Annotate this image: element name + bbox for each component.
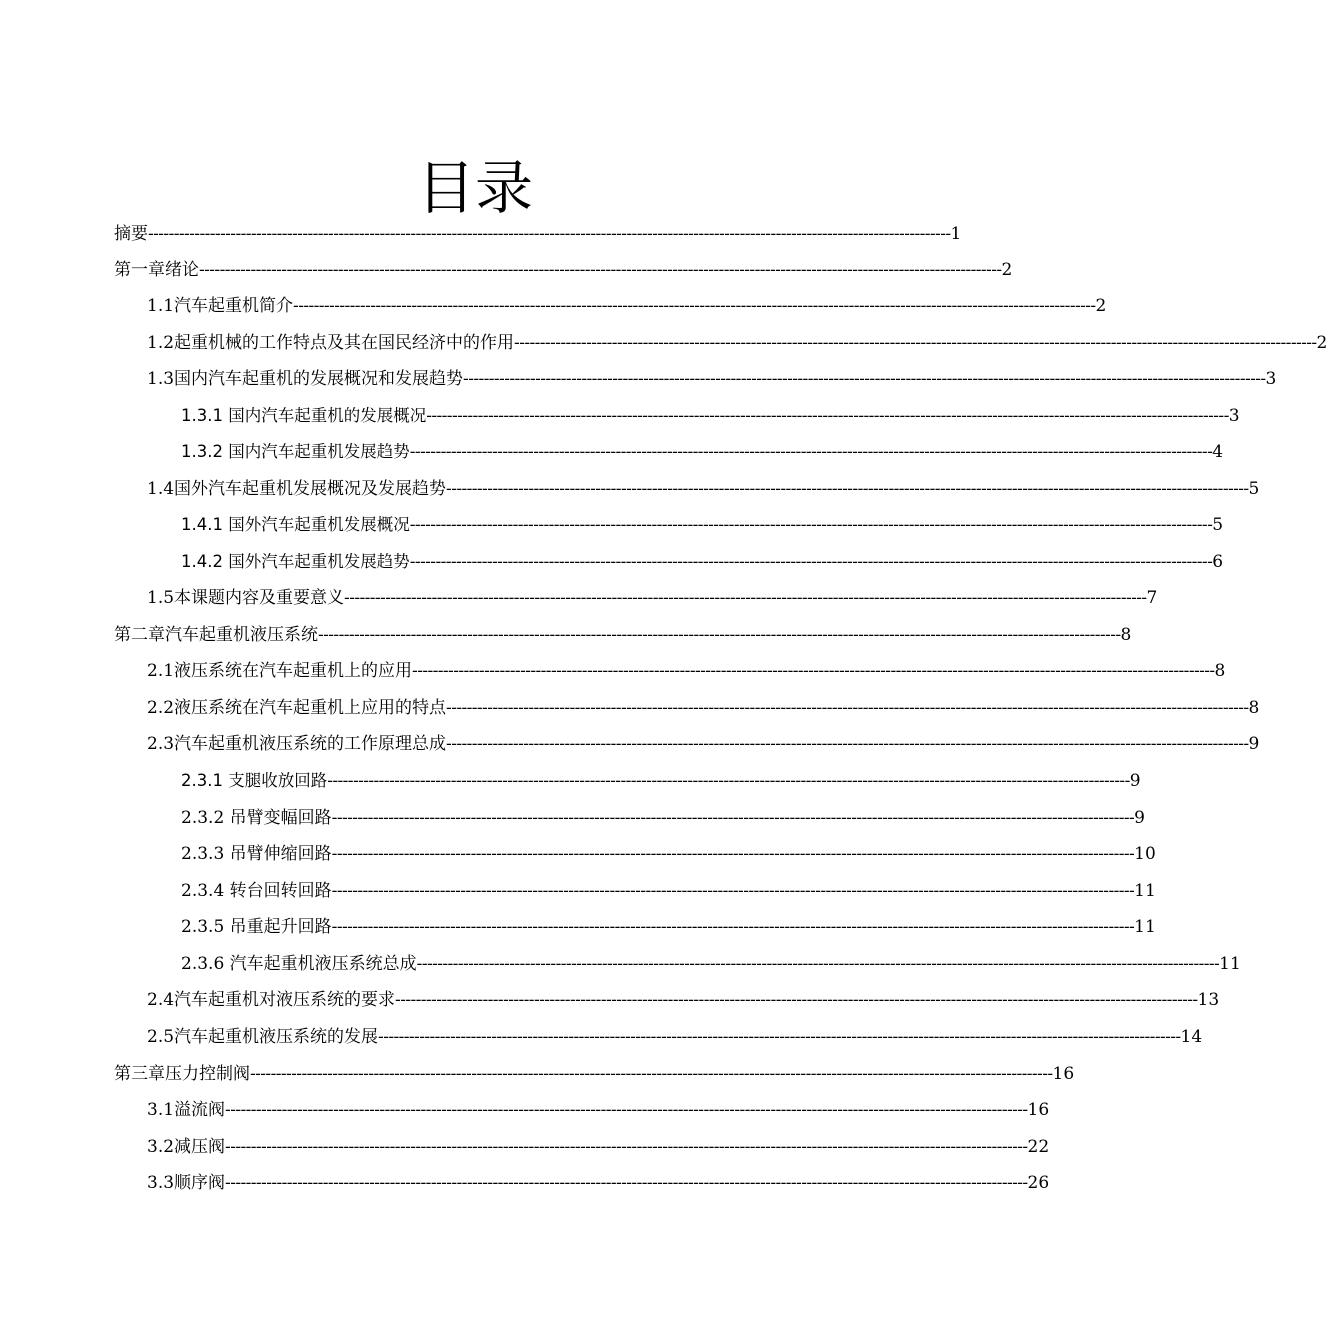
toc-leader: ------------------------------------------------------------------------------------------------------------------------------------------------------------ <box>225 1137 1028 1157</box>
toc-leader: ------------------------------------------------------------------------------------------------------------------------------------------------------------ <box>446 698 1249 718</box>
toc-leader: ------------------------------------------------------------------------------------------------------------------------------------------------------------ <box>416 954 1220 974</box>
toc-entry-label: 1.1汽车起重机简介 <box>147 296 294 316</box>
toc-entry[interactable] <box>114 1056 1075 1092</box>
toc-leader: ------------------------------------------------------------------------------------------------------------------------------------------------------------ <box>331 917 1135 937</box>
toc-leader: ------------------------------------------------------------------------------------------------------------------------------------------------------------ <box>250 1064 1053 1084</box>
toc-page-number: 7 <box>1146 588 1158 608</box>
toc-leader: ------------------------------------------------------------------------------------------------------------------------------------------------------------ <box>331 844 1135 864</box>
toc-page-number: 9 <box>1129 771 1141 791</box>
toc-leader: ------------------------------------------------------------------------------------------------------------------------------------------------------------ <box>426 406 1229 426</box>
toc-page-number: 16 <box>1027 1100 1050 1120</box>
toc-entry[interactable] <box>147 1129 1050 1165</box>
toc-entry[interactable] <box>147 361 1277 397</box>
toc-entry-label: 1.4.1 国外汽车起重机发展概况 <box>181 515 410 534</box>
toc-entry[interactable] <box>147 1165 1050 1201</box>
toc-leader: ------------------------------------------------------------------------------------------------------------------------------------------------------------ <box>409 442 1213 462</box>
toc-entry[interactable] <box>181 544 1224 580</box>
toc-page-number: 1 <box>950 224 962 244</box>
toc-leader: ------------------------------------------------------------------------------------------------------------------------------------------------------------ <box>331 808 1135 828</box>
toc-entry[interactable] <box>181 946 1241 982</box>
toc-entry-label: 1.3国内汽车起重机的发展概况和发展趋势 <box>147 369 464 389</box>
toc-page-number: 26 <box>1027 1173 1050 1193</box>
toc-entry[interactable] <box>114 216 962 252</box>
toc-leader: ------------------------------------------------------------------------------------------------------------------------------------------------------------ <box>293 296 1096 316</box>
toc-leader: ------------------------------------------------------------------------------------------------------------------------------------------------------------ <box>225 1100 1028 1120</box>
toc-entry[interactable] <box>114 252 1013 288</box>
toc-entry[interactable] <box>181 763 1141 799</box>
toc-entry-label: 2.3.6 汽车起重机液压系统总成 <box>181 954 417 974</box>
toc-page-number: 22 <box>1027 1137 1050 1157</box>
toc-leader: ------------------------------------------------------------------------------------------------------------------------------------------------------------ <box>331 881 1135 901</box>
toc-page-number: 16 <box>1052 1064 1075 1084</box>
toc-page-number: 2 <box>1316 333 1327 353</box>
toc-page-number: 13 <box>1197 990 1220 1010</box>
toc-leader: ------------------------------------------------------------------------------------------------------------------------------------------------------------ <box>378 1027 1181 1047</box>
toc-page-number: 6 <box>1212 552 1224 572</box>
toc-entry-label: 3.3顺序阀 <box>147 1173 226 1193</box>
toc-entry-label: 2.1液压系统在汽车起重机上的应用 <box>147 661 413 681</box>
toc-entry[interactable] <box>181 398 1240 434</box>
toc-entry-label: 汽车起重机液压系统 <box>165 625 318 645</box>
toc-entry-label: 2.2液压系统在汽车起重机上应用的特点 <box>147 698 447 718</box>
toc-entry[interactable] <box>147 1092 1050 1128</box>
toc-leader: ------------------------------------------------------------------------------------------------------------------------------------------------------------ <box>409 552 1213 572</box>
toc-page-number: 11 <box>1219 954 1241 974</box>
toc-entry-label: 第一章 <box>114 260 165 280</box>
toc-entry[interactable] <box>147 653 1226 689</box>
toc-entry[interactable] <box>147 1019 1203 1055</box>
toc-entry-label: 2.3.1 支腿收放回路 <box>181 771 328 790</box>
toc-leader: ------------------------------------------------------------------------------------------------------------------------------------------------------------ <box>412 661 1215 681</box>
toc-entry-label: 2.4汽车起重机对液压系统的要求 <box>147 990 396 1010</box>
toc-entry[interactable] <box>147 325 1327 361</box>
toc-page-number: 10 <box>1134 844 1156 864</box>
toc-page-number: 14 <box>1180 1027 1203 1047</box>
toc-entry-label: 第三章 <box>114 1064 165 1084</box>
toc-entry[interactable] <box>147 471 1260 507</box>
toc-page-number: 4 <box>1212 442 1224 462</box>
toc-page-number: 8 <box>1214 661 1226 681</box>
toc-entry[interactable] <box>181 836 1156 872</box>
toc-entry[interactable] <box>147 726 1260 762</box>
toc-page-number: 3 <box>1265 369 1277 389</box>
toc-page-number: 11 <box>1134 881 1156 901</box>
toc-leader: ------------------------------------------------------------------------------------------------------------------------------------------------------------ <box>409 515 1213 535</box>
toc-leader: ------------------------------------------------------------------------------------------------------------------------------------------------------------ <box>318 625 1121 645</box>
page-title: 目录 <box>416 154 533 222</box>
toc-entry-label: 1.4国外汽车起重机发展概况及发展趋势 <box>147 479 447 499</box>
toc-entry-label: 2.3.4 转台回转回路 <box>181 881 332 901</box>
toc-leader: ------------------------------------------------------------------------------------------------------------------------------------------------------------ <box>199 260 1002 280</box>
toc-entry-label: 1.5本课题内容及重要意义 <box>147 588 345 608</box>
toc-leader: ------------------------------------------------------------------------------------------------------------------------------------------------------------ <box>395 990 1198 1010</box>
toc-entry-label: 摘要 <box>114 224 148 244</box>
toc-entry-label: 2.3.2 吊臂变幅回路 <box>181 808 332 828</box>
toc-leader: ------------------------------------------------------------------------------------------------------------------------------------------------------------ <box>446 734 1249 754</box>
toc-page-number: 9 <box>1134 808 1145 828</box>
toc-entry[interactable] <box>181 873 1156 909</box>
toc-leader: ------------------------------------------------------------------------------------------------------------------------------------------------------------ <box>344 588 1147 608</box>
toc-page-number: 5 <box>1212 515 1224 535</box>
toc-entry-label: 3.1溢流阀 <box>147 1100 226 1120</box>
toc-entry-label: 压力控制阀 <box>165 1064 250 1084</box>
toc-entry[interactable] <box>147 580 1158 616</box>
toc-entry-label: 2.5汽车起重机液压系统的发展 <box>147 1027 379 1047</box>
toc-page-number: 2 <box>1095 296 1107 316</box>
toc-entry-label: 1.3.2 国内汽车起重机发展趋势 <box>181 442 410 461</box>
toc-entry[interactable] <box>181 434 1224 470</box>
toc-leader: ------------------------------------------------------------------------------------------------------------------------------------------------------------ <box>327 771 1130 791</box>
toc-leader: ------------------------------------------------------------------------------------------------------------------------------------------------------------ <box>514 333 1317 353</box>
toc-page-number: 9 <box>1248 734 1260 754</box>
toc-page-number: 3 <box>1228 406 1240 426</box>
toc-entry[interactable] <box>181 507 1224 543</box>
toc-entry[interactable] <box>147 690 1260 726</box>
toc-entry[interactable] <box>181 909 1156 945</box>
toc-entry[interactable] <box>114 617 1132 653</box>
toc-leader: ------------------------------------------------------------------------------------------------------------------------------------------------------------ <box>225 1173 1028 1193</box>
toc-entry-label: 2.3汽车起重机液压系统的工作原理总成 <box>147 734 447 754</box>
toc-page-number: 8 <box>1248 698 1260 718</box>
toc-entry[interactable] <box>147 288 1107 324</box>
toc-entry-label: 1.2起重机械的工作特点及其在国民经济中的作用 <box>147 333 515 353</box>
toc-entry-label: 第二章 <box>114 625 165 645</box>
toc-entry-label: 1.4.2 国外汽车起重机发展趋势 <box>181 552 410 571</box>
toc-entry-label: 1.3.1 国内汽车起重机的发展概况 <box>181 406 427 425</box>
toc-entry-label: 2.3.5 吊重起升回路 <box>181 917 332 937</box>
toc-leader: ------------------------------------------------------------------------------------------------------------------------------------------------------------ <box>446 479 1249 499</box>
toc-leader: ------------------------------------------------------------------------------------------------------------------------------------------------------------ <box>463 369 1266 389</box>
toc-entry-label: 绪论 <box>165 260 199 280</box>
toc-leader: ------------------------------------------------------------------------------------------------------------------------------------------------------------ <box>148 224 951 244</box>
toc-entry-label: 2.3.3 吊臂伸缩回路 <box>181 844 332 864</box>
toc-page-number: 2 <box>1001 260 1013 280</box>
toc-entry-label: 3.2减压阀 <box>147 1137 226 1157</box>
toc-entry[interactable] <box>181 800 1145 836</box>
toc-page-number: 8 <box>1120 625 1132 645</box>
toc-entry[interactable] <box>147 982 1220 1018</box>
toc-page-number: 5 <box>1248 479 1260 499</box>
toc-page-number: 11 <box>1134 917 1156 937</box>
